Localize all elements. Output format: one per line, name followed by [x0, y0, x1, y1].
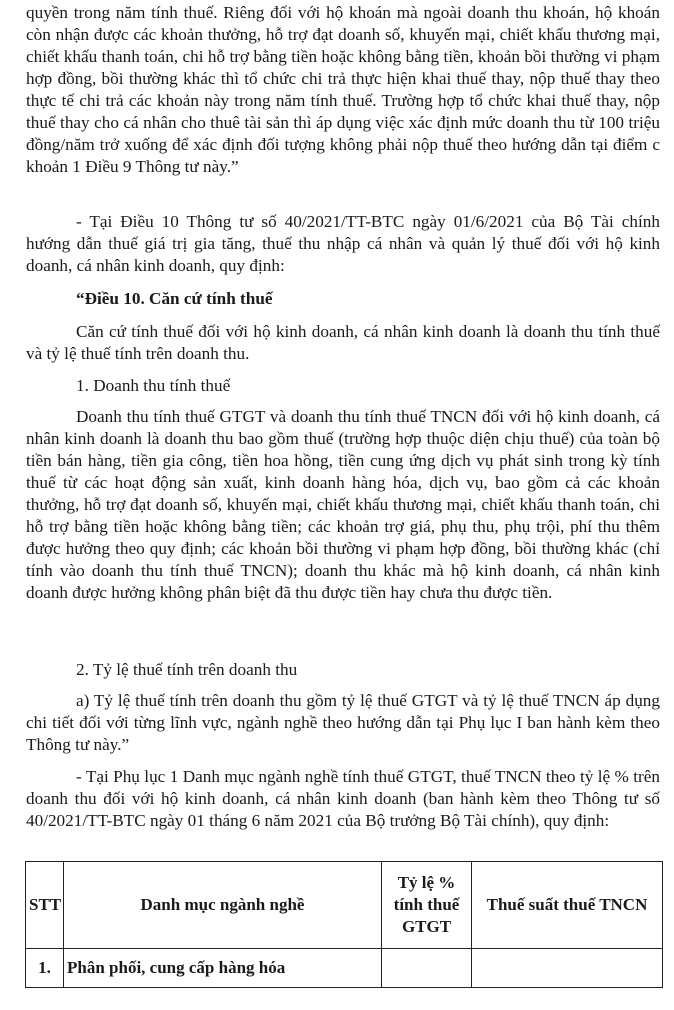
- header-vat-rate: Tỷ lệ % tính thuế GTGT: [382, 862, 472, 949]
- header-stt: STT: [26, 862, 64, 949]
- cell-pit-rate: [472, 949, 663, 988]
- header-industry: Danh mục ngành nghề: [64, 862, 382, 949]
- subheading-taxable-revenue: 1. Doanh thu tính thuế: [76, 376, 231, 395]
- table-header-row: [26, 862, 663, 949]
- cell-vat-rate: [382, 949, 472, 988]
- paragraph-tax-basis: Căn cứ tính thuế đối với hộ kinh doanh, cá nhân kinh doanh là doanh thu tính thuế và tỷ lệ thuế tính trên doanh thu.: [26, 322, 660, 363]
- subheading-tax-rate: 2. Tỷ lệ thuế tính trên doanh thu: [76, 660, 298, 679]
- cell-industry: Phân phối, cung cấp hàng hóa: [64, 949, 382, 988]
- table-row: [26, 949, 663, 988]
- header-pit-rate: Thuế suất thuế TNCN: [472, 862, 663, 949]
- paragraph-taxable-revenue: Doanh thu tính thuế GTGT và doanh thu tính thuế TNCN đối với hộ kinh doanh, cá nhân kinh doanh là doanh thu bao gồm thuế (trường hợp thuộc diện chịu thuế) của toàn bộ tiền bán hàng, tiền gia công, tiền hoa hồng, tiền cung ứng dịch vụ phát sinh trong kỳ tính thuế từ các hoạt động sản xuất, kinh doanh hàng hóa, dịch vụ, bao gồm cả các khoản thưởng, hỗ trợ đạt doanh số, khuyến mại, chiết khấu thương mại, chiết khấu thanh toán, chi hỗ trợ bằng tiền hoặc không bằng tiền; các khoản trợ giá, phụ thu, phụ trội, phí thu thêm được hưởng theo quy định; các khoản bồi thường vi phạm hợp đồng, bồi thường khác (chỉ tính vào doanh thu tính thuế TNCN); doanh thu khác mà hộ kinh doanh, cá nhân kinh doanh được hưởng không phân biệt đã thu được tiền hay chưa thu được tiền.: [26, 407, 660, 602]
- tax-rate-table: [25, 861, 663, 988]
- paragraph-article-10-reference: - Tại Điều 10 Thông tư số 40/2021/TT-BTC ngày 01/6/2021 của Bộ Tài chính hướng dẫn thuế giá trị gia tăng, thuế thu nhập cá nhân và quản lý thuế đối với hộ kinh doanh, cá nhân kinh doanh, quy định:: [26, 212, 660, 275]
- article-heading: “Điều 10. Căn cứ tính thuế: [76, 289, 273, 308]
- cell-stt: 1.: [26, 949, 64, 988]
- paragraph-appendix-reference: - Tại Phụ lục 1 Danh mục ngành nghề tính thuế GTGT, thuế TNCN theo tỷ lệ % trên doanh thu đối với hộ kinh doanh, cá nhân kinh doanh (ban hành kèm theo Thông tư số 40/2021/TT-BTC ngày 01 tháng 6 năm 2021 của Bộ trưởng Bộ Tài chính), quy định:: [26, 767, 660, 830]
- paragraph-tax-rate: a) Tỷ lệ thuế tính trên doanh thu gồm tỷ lệ thuế GTGT và tỷ lệ thuế TNCN áp dụng chi tiết đối với từng lĩnh vực, ngành nghề theo hướng dẫn tại Phụ lục I ban hành kèm theo Thông tư này.”: [26, 691, 660, 754]
- paragraph-continuation: quyền trong năm tính thuế. Riêng đối với hộ khoán mà ngoài doanh thu khoán, hộ khoán còn nhận được các khoản thưởng, hỗ trợ đạt doanh số, khuyến mại, chiết khấu thương mại, chiết khấu thanh toán, chi hỗ trợ bằng tiền hoặc không bằng tiền, khoản bồi thường vi phạm hợp đồng, bồi thường khác thì tổ chức chi trả thực hiện khai thuế thay, nộp thuế thay theo thực tế chi trả các khoản này trong năm tính thuế. Trường hợp tổ chức khai thuế thay, nộp thuế thay cho cá nhân cho thuê tài sản thì áp dụng việc xác định mức doanh thu từ 100 triệu đồng/năm trở xuống để xác định đối tượng không phải nộp thuế theo hướng dẫn tại điểm c khoản 1 Điều 9 Thông tư này.”: [26, 3, 660, 176]
